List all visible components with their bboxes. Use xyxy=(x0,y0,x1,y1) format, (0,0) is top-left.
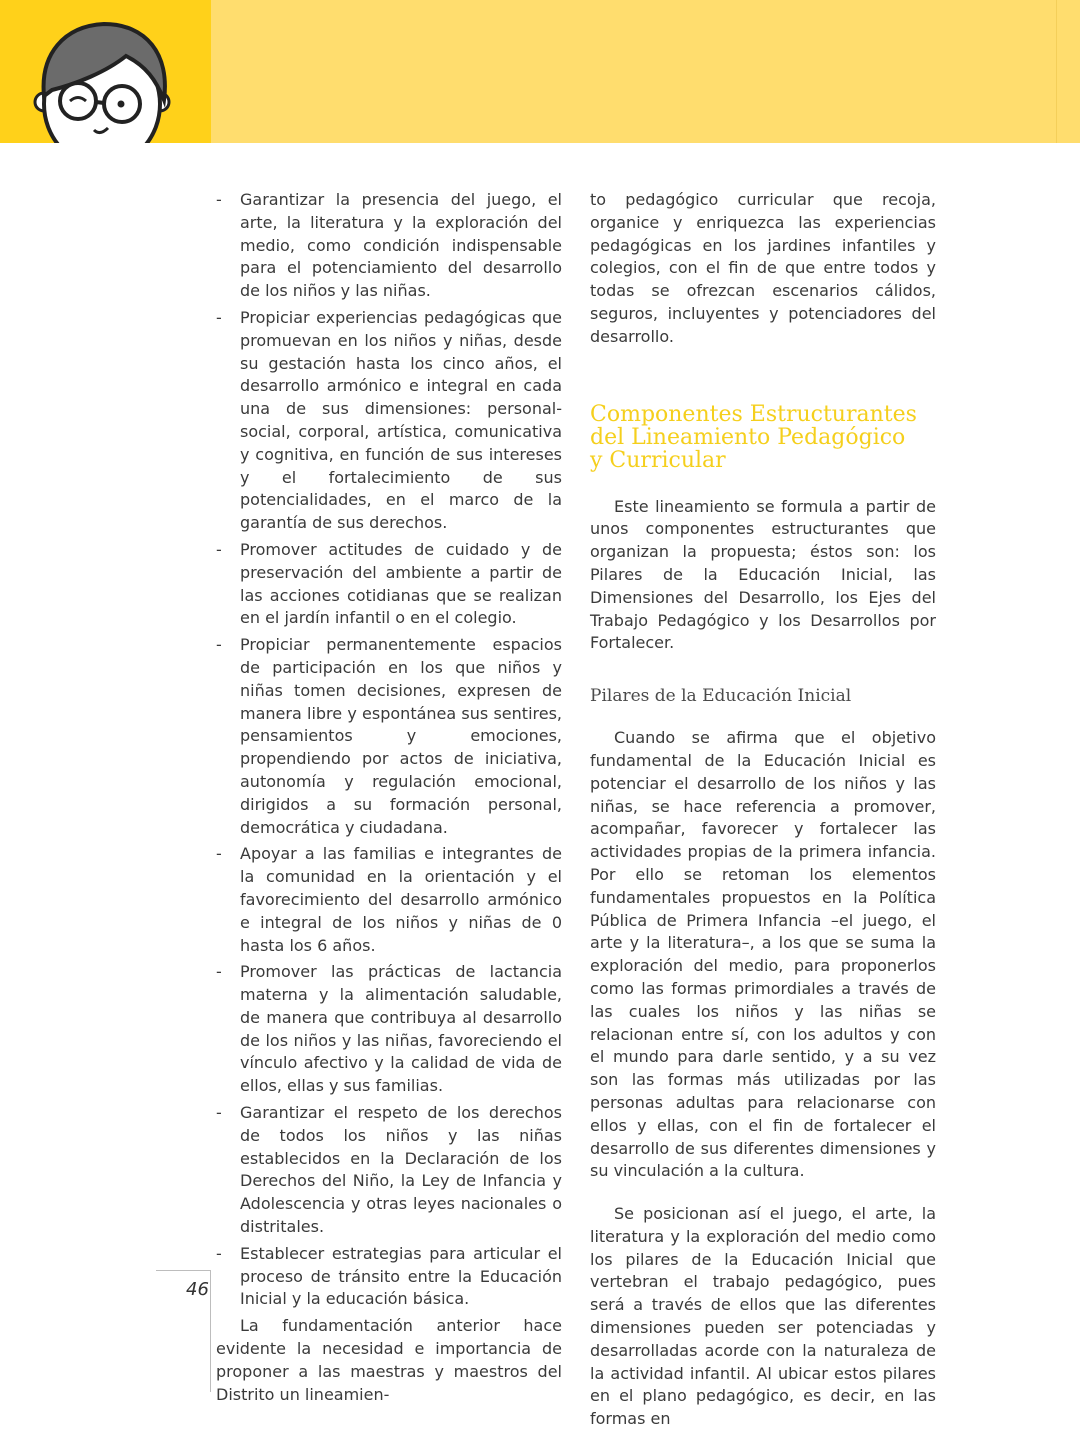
list-item: - Apoyar a las familias e integrantes de la comunidad en la orientación y el favorecimiento del desarrollo armónico e integral de los niños y niñas de 0 hasta los 6 años. xyxy=(216,844,562,955)
list-item: - Promover actitudes de cuidado y de preservación del ambiente a partir de las acciones cotidianas que se realizan en el jardín infantil o en el colegio. xyxy=(216,539,562,628)
girl-with-glasses-icon xyxy=(0,0,211,143)
list-item: - Propiciar permanentemente espacios de participación en los que niños y niñas tomen decisiones, expresen de manera libre y espontánea sus sentires, pensamientos y emociones, propendiendo por actos de iniciativa, autonomía y regulación emocional, dirigidos a su formación personal, democrática y ciudadana. xyxy=(216,635,562,837)
list-item-text: Promover actitudes de cuidado y de preservación del ambiente a partir de las acciones cotidianas que se realizan en el jardín infantil o en el colegio. xyxy=(240,539,562,628)
section-title-line: del Lineamiento Pedagógico xyxy=(590,424,906,450)
page-number: 46 xyxy=(186,1279,209,1300)
avatar-box xyxy=(0,0,211,143)
list-item: - Garantizar el respeto de los derechos de todos los niños y las niñas establecidos en la Declaración de los Derechos del Niño, la Ley de Infancia y Adolescencia y otras leyes nacionales o distritales. xyxy=(216,1103,562,1237)
list-item-text: Establecer estrategias para articular el proceso de tránsito entre la Educación Inicial y la educación básica. xyxy=(240,1243,562,1309)
continued-paragraph: to pedagógico curricular que recoja, organice y enriquezca las experiencias pedagógicas en los jardines infantiles y colegios, con el fin de que entre todos y todas se ofrezcan escenarios cálidos, seguros, incluyentes y potenciadores del desarrollo. xyxy=(590,190,936,346)
objectives-list xyxy=(216,189,562,1311)
list-item: - Propiciar experiencias pedagógicas que promuevan en los niños y niñas, desde su gestación hasta los cinco años, el desarrollo armónico e integral en cada una de sus dimensiones: personal-social, corporal, artística, comunicativa y cognitiva, en función de sus intereses y el fortalecimiento de sus potencialidades, en el marco de la garantía de sus derechos. xyxy=(216,307,562,533)
section-paragraph: Este lineamiento se formula a partir de unos componentes estructurantes que organizan la propuesta; éstos son: los Pilares de la Educación Inicial, las Dimensiones del Desarrollo, los Ejes del Trabajo Pedagógico y los Desarrollos por Fortalecer. xyxy=(590,496,936,653)
list-item: - Establecer estrategias para articular el proceso de tránsito entre la Educación Inicial y la educación básica. xyxy=(216,1243,562,1309)
section-title xyxy=(590,403,936,472)
list-item-text: Apoyar a las familias e integrantes de la comunidad en la orientación y el favorecimiento del desarrollo armónico e integral de los niños y niñas de 0 hasta los 6 años. xyxy=(240,844,562,955)
right-column xyxy=(590,189,936,1431)
list-item-text: Garantizar la presencia del juego, el arte, la literatura y la exploración del medio, como condición indispensable para el potenciamiento del desarrollo de los niños y las niñas. xyxy=(240,190,562,301)
footer-rule-horizontal xyxy=(156,1270,211,1271)
subsection-paragraph: Cuando se afirma que el objetivo fundamental de la Educación Inicial es potenciar el desarrollo de los niños y las niñas, se hace referencia a promover, acompañar, favorecer y fortalecer las actividades propias de la primera infancia. Por ello se retoman los elementos fundamentales propuestos en la Política Pública de Primera Infancia –el juego, el arte y la literatura–, a los que se suma la exploración del medio, para proponerlos como las formas primordiales a través de las cuales los niños y las niñas se relacionan entre sí, con los adultos y con el mundo para darle sentido, y a su vez son las formas más utilizadas por las personas adultas para relacionarse con ellos y ellas, con el fin de fortalecer el desarrollo de sus diferentes dimensiones y su vinculación a la cultura. xyxy=(590,728,936,1181)
subsection-paragraph: Se posicionan así el juego, el arte, la literatura y la exploración del medio como los pilares de la Educación Inicial que vertebran el trabajo pedagógico, pues será a través de ellos que las diferentes dimensiones pueden ser potenciadas y desarrolladas acorde con la naturaleza de la actividad infantil. Al ubicar estos pilares en el plano pedagógico, es decir, en las formas en xyxy=(590,1204,936,1429)
list-item: - Promover las prácticas de lactancia materna y la alimentación saludable, de manera que contribuya al desarrollo de los niños y las niñas, favoreciendo el vínculo afectivo y la calidad de vida de ellos, ellas y sus familias. xyxy=(216,962,562,1096)
list-item-text: Garantizar el respeto de los derechos de todos los niños y las niñas establecidos en la Declaración de los Derechos del Niño, la Ley de Infancia y Adolescencia y otras leyes nacionales o distritales. xyxy=(240,1103,562,1237)
footer-rule-vertical xyxy=(210,1270,211,1392)
list-item: - Garantizar la presencia del juego, el arte, la literatura y la exploración del medio, como condición indispensable para el potenciamiento del desarrollo de los niños y las niñas. xyxy=(216,190,562,301)
subsection-title: Pilares de la Educación Inicial xyxy=(590,686,852,707)
list-item-text: Propiciar experiencias pedagógicas que promuevan en los niños y niñas, desde su gestación hasta los cinco años, el desarrollo armónico e integral en cada una de sus dimensiones: personal-social, corporal, artística, comunicativa y cognitiva, en función de sus intereses y el fortalecimiento de sus potencialidades, en el marco de la garantía de sus derechos. xyxy=(240,307,562,533)
list-item-text: Propiciar permanentemente espacios de participación en los que niños y niñas tomen decisiones, expresen de manera libre y espontánea sus sentires, pensamientos y emociones, propendiendo por actos de iniciativa, autonomía y regulación emocional, dirigidos a su formación personal, democrática y ciudadana. xyxy=(240,635,562,837)
closing-paragraph: La fundamentación anterior hace evidente la necesidad e importancia de proponer a las maestras y maestros del Distrito un lineamien- xyxy=(216,1316,562,1404)
section-title-line: Componentes Estructurantes xyxy=(590,401,917,427)
header-edge-line xyxy=(1056,0,1057,143)
section-title-line: y Curricular xyxy=(590,447,726,473)
list-item-text: Promover las prácticas de lactancia materna y la alimentación saludable, de manera que contribuya al desarrollo de los niños y las niñas, favoreciendo el vínculo afectivo y la calidad de vida de ellos, ellas y sus familias. xyxy=(240,962,562,1096)
left-column xyxy=(216,189,562,1406)
